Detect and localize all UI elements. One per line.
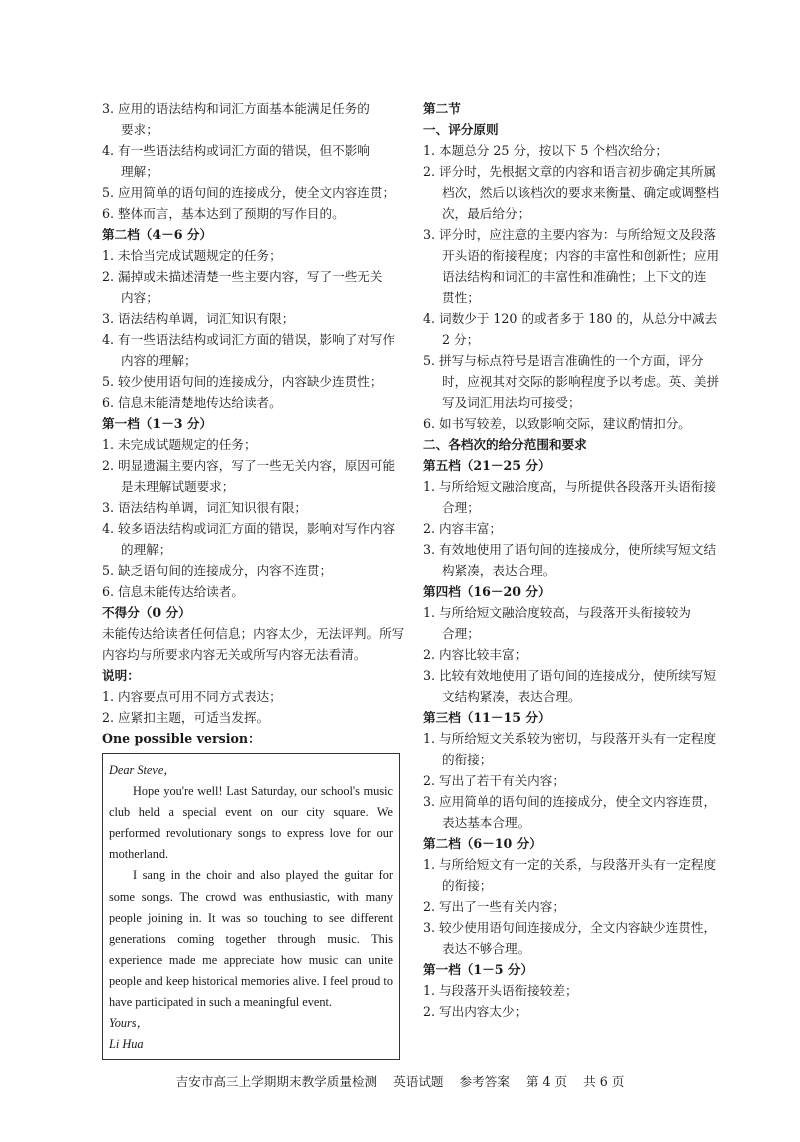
text-line: 2. 明显遗漏主要内容，写了一些无关内容，原因可能: [102, 458, 396, 473]
section-heading: 二、各档次的给分范围和要求: [423, 437, 587, 452]
text-line: 6. 如书写较差，以致影响交际，建议酌情扣分。: [423, 416, 691, 431]
text-line: 要求；: [121, 122, 159, 137]
section-heading: 第一档（1－5 分）: [423, 962, 534, 977]
text-line: 3. 应用简单的语句间的连接成分，使全文内容连贯，: [423, 794, 717, 809]
sample-essay-box: [102, 753, 400, 1060]
text-line: 1. 与所给短文融洽度高，与所提供各段落开头语衔接: [423, 479, 717, 494]
text-line: 4. 较多语法结构或词汇方面的错误，影响对写作内容: [102, 521, 396, 536]
text-line: 5. 缺乏语句间的连接成分，内容不连贯；: [102, 563, 333, 578]
text-line: 的衔接；: [442, 878, 493, 893]
text-line: 3. 有效地使用了语句间的连接成分，使所续写短文结: [423, 542, 717, 557]
section-heading: 第四档（16－20 分）: [423, 584, 551, 599]
section-heading: 第二节: [423, 101, 461, 116]
text-line: 2. 内容丰富；: [423, 521, 502, 536]
text-line: 6. 信息未能清楚地传达给读者。: [102, 395, 282, 410]
section-heading: 不得分（0 分）: [102, 605, 191, 620]
section-heading: 第五档（21－25 分）: [423, 458, 551, 473]
text-line: 是未理解试题要求；: [121, 479, 235, 494]
text-line: 2. 评分时，先根据文章的内容和语言初步确定其所属: [423, 164, 717, 179]
text-line: 3. 语法结构单调，词汇知识有限；: [102, 311, 295, 326]
text-line: 2 分；: [442, 332, 480, 347]
section-heading: 第一档（1－3 分）: [102, 416, 213, 431]
text-line: 理解；: [121, 164, 159, 179]
text-line: 1. 未完成试题规定的任务；: [102, 437, 257, 452]
text-line: 2. 内容比较丰富；: [423, 647, 528, 662]
essay-signature: Li Hua: [109, 1037, 144, 1052]
text-line: 3. 应用的语法结构和词汇方面基本能满足任务的: [102, 101, 370, 116]
essay-greeting: Dear Steve，: [109, 763, 176, 777]
text-line: 4. 词数少于 120 的或者多于 180 的，从总分中减去: [423, 311, 718, 326]
text-line: 时，应视其对交际的影响程度予以考虑。英、美拼: [442, 374, 720, 389]
text-line: 2. 写出了若干有关内容；: [423, 773, 565, 788]
text-line: 1. 与所给短文融洽度较高，与段落开头衔接较为: [423, 605, 691, 620]
text-line: 5. 较少使用语句间的连接成分，内容缺少连贯性；: [102, 374, 383, 389]
text-line: 内容；: [121, 290, 159, 305]
text-line: 开头语的衔接程度；内容的丰富性和创新性；应用: [442, 248, 720, 263]
text-line: 贯性；: [442, 290, 480, 305]
text-line: 1. 内容要点可用不同方式表达；: [102, 689, 282, 704]
section-heading: 第二档（4－6 分）: [102, 227, 213, 242]
text-line: 的衔接；: [442, 752, 493, 767]
text-line: 2. 写出了一些有关内容；: [423, 899, 565, 914]
text-line: 内容的理解；: [121, 353, 197, 368]
text-line: 1. 未恰当完成试题规定的任务；: [102, 248, 282, 263]
text-line: 2. 漏掉或未描述清楚一些主要内容，写了一些无关: [102, 269, 383, 284]
left-column: [102, 98, 414, 1060]
text-line: 5. 应用简单的语句间的连接成分，使全文内容连贯；: [102, 185, 396, 200]
text-line: 5. 拼写与标点符号是语言准确性的一个方面，评分: [423, 353, 704, 368]
text-line: 1. 本题总分 25 分，按以下 5 个档次给分；: [423, 143, 668, 158]
essay-paragraph: I sang in the choir and also played the guitar for some songs. The crowd was enthusiastic, with many people joining in. It was so touching to see different generations coming together through music. This experience made me appreciate how music can unite people and keep historical memories alive. I feel proud to have participated in such a meaningful event.: [109, 868, 393, 1010]
text-line: 合理；: [442, 500, 480, 515]
right-column: [423, 98, 723, 1022]
text-line: 6. 信息未能传达给读者。: [102, 584, 244, 599]
text-line: 的理解；: [121, 542, 172, 557]
text-line: 2. 写出内容太少；: [423, 1004, 528, 1019]
text-line: 表达基本合理。: [442, 815, 531, 830]
essay-closing: Yours，: [109, 1016, 149, 1031]
text-line: 4. 有一些语法结构或词汇方面的错误，但不影响: [102, 143, 370, 158]
text-line: 4. 有一些语法结构或词汇方面的错误，影响了对写作: [102, 332, 396, 347]
text-line: 3. 语法结构单调，词汇知识很有限；: [102, 500, 307, 515]
text-line: 3. 评分时，应注意的主要内容为：与所给短文及段落: [423, 227, 717, 242]
text-line: 次，最后给分；: [442, 206, 531, 221]
text-line: 1. 与段落开头语衔接较差；: [423, 983, 578, 998]
text-line: 未能传达给读者任何信息；内容太少，无法评判。所写: [102, 626, 405, 641]
text-line: 3. 比较有效地使用了语句间的连接成分，使所续写短: [423, 668, 717, 683]
text-line: 写及词汇用法均可接受；: [442, 395, 581, 410]
text-line: 表达不够合理。: [442, 941, 531, 956]
section-heading: 一、评分原则: [423, 122, 499, 137]
text-line: 档次，然后以该档次的要求来衡量、确定或调整档: [442, 185, 720, 200]
section-heading: 第三档（11－15 分）: [423, 710, 551, 725]
essay-paragraph: Hope you're well! Last Saturday, our school's music club held a special event on our city square. We performed revolutionary songs to express love for our motherland.: [109, 784, 393, 862]
text-line: 3. 较少使用语句间连接成分，全文内容缺少连贯性，: [423, 920, 717, 935]
section-heading: One possible version：: [102, 731, 261, 746]
text-line: 1. 与所给短文有一定的关系，与段落开头有一定程度: [423, 857, 717, 872]
text-line: 6. 整体而言，基本达到了预期的写作目的。: [102, 206, 345, 221]
text-line: 2. 应紧扣主题，可适当发挥。: [102, 710, 270, 725]
text-line: 文结构紧凑，表达合理。: [442, 689, 581, 704]
text-line: 构紧凑，表达合理。: [442, 563, 556, 578]
text-line: 合理；: [442, 626, 480, 641]
section-heading: 说明：: [102, 668, 140, 683]
section-heading: 第二档（6－10 分）: [423, 836, 542, 851]
text-line: 语法结构和词汇的丰富性和准确性；上下文的连: [442, 269, 707, 284]
text-line: 1. 与所给短文关系较为密切，与段落开头有一定程度: [423, 731, 717, 746]
text-line: 内容均与所要求内容无关或所写内容无法看清。: [102, 647, 367, 662]
page-footer: 吉安市高三上学期期末教学质量检测 英语试题 参考答案 第 4 页 共 6 页: [175, 1074, 625, 1089]
